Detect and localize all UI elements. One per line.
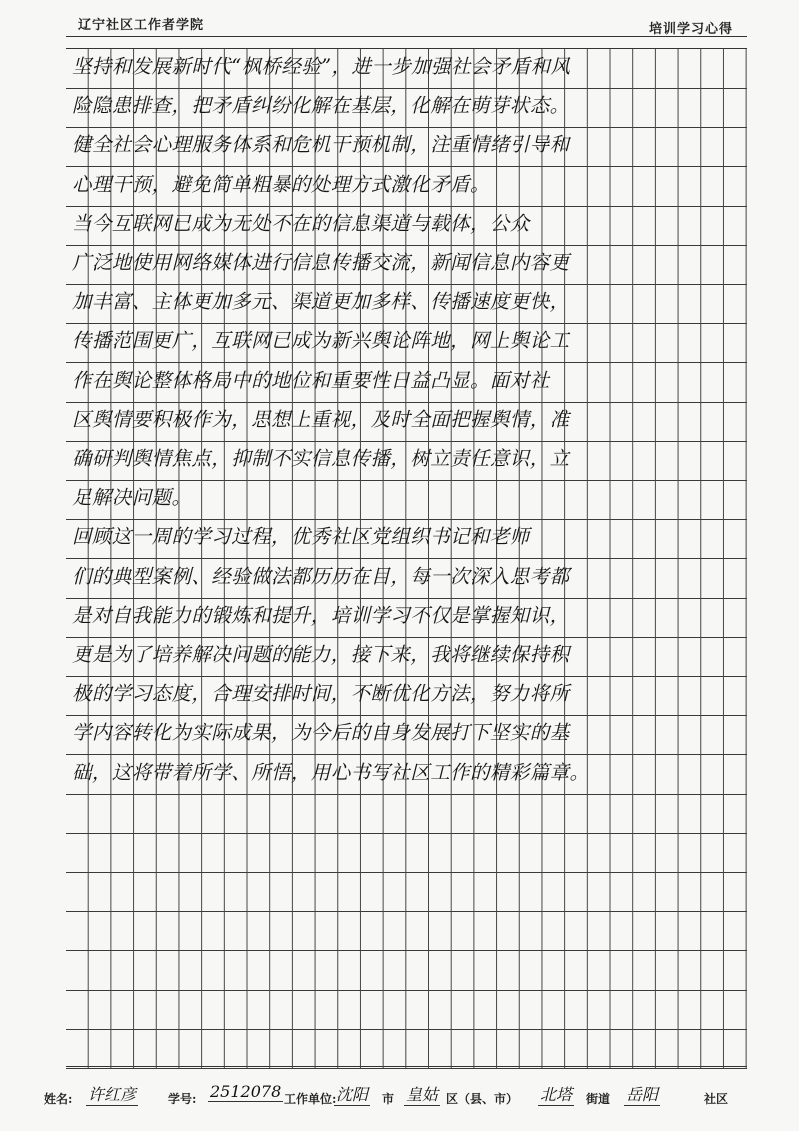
street-value: 北塔 xyxy=(538,1082,574,1106)
handwritten-text: 确研判舆情焦点，抑制不实信息传播，树立责任意识，立 xyxy=(72,447,570,470)
header-institution: 辽宁社区工作者学院 xyxy=(78,18,205,33)
handwritten-text: 心理干预，避免简单粗暴的处理方式激化矛盾。 xyxy=(72,172,490,196)
grid-line xyxy=(66,676,747,716)
grid-line xyxy=(66,637,747,677)
grid-line xyxy=(66,363,747,403)
grid-line xyxy=(66,88,747,128)
grid-line xyxy=(66,284,747,324)
handwritten-text: 加丰富、主体更加多元、渠道更加多样、传播速度更快， xyxy=(72,290,570,314)
grid-line xyxy=(66,402,747,442)
district-value: 皇姑 xyxy=(404,1082,440,1106)
grid-line xyxy=(66,833,747,873)
handwritten-text: 回顾这一周的学习过程，优秀社区党组织书记和老师 xyxy=(72,525,530,549)
header-doc-type: 培训学习心得 xyxy=(648,22,733,37)
grid-line xyxy=(66,206,747,246)
grid-line xyxy=(66,598,747,638)
district-suffix: 区（县、市） xyxy=(446,1092,519,1106)
grid-line xyxy=(66,519,747,559)
writing-grid xyxy=(66,48,747,1067)
community-suffix: 社区 xyxy=(704,1092,729,1106)
grid-line xyxy=(66,245,747,285)
city-value: 沈阳 xyxy=(334,1082,370,1106)
grid-line xyxy=(66,755,747,795)
grid-line xyxy=(66,441,747,481)
grid-line xyxy=(66,1029,747,1069)
handwritten-text: 是对自我能力的锻炼和提升，培训学习不仅是掌握知识， xyxy=(72,603,570,627)
grid-line xyxy=(66,911,747,951)
street-suffix: 街道 xyxy=(586,1092,611,1106)
handwritten-text: 传播范围更广，互联网已成为新兴舆论阵地，网上舆论工 xyxy=(72,329,570,353)
name-label: 姓名: xyxy=(44,1092,73,1106)
grid-line xyxy=(66,480,747,520)
grid-line xyxy=(66,872,747,912)
handwritten-text: 础，这将带着所学、所悟，用心书写社区工作的精彩篇章。 xyxy=(72,760,590,784)
handwritten-text: 广泛地使用网络媒体进行信息传播交流，新闻信息内容更 xyxy=(72,251,570,274)
handwritten-text: 险隐患排查，把矛盾纠纷化解在基层，化解在萌芽状态。 xyxy=(72,94,570,118)
unit-label: 工作单位: xyxy=(284,1092,337,1106)
grid-line xyxy=(66,559,747,599)
name-value: 许红彦 xyxy=(86,1082,138,1106)
grid-line xyxy=(66,951,747,991)
grid-line xyxy=(66,794,747,834)
grid-line xyxy=(66,49,747,89)
handwritten-text: 更是为了培养解决问题的能力，接下来，我将继续保持积 xyxy=(72,643,570,666)
handwritten-text: 作在舆论整体格局中的地位和重要性日益凸显。面对社 xyxy=(72,368,550,392)
footer-info xyxy=(40,1084,760,1114)
handwritten-text: 极的学习态度，合理安排时间，不断优化方法，努力将所 xyxy=(72,682,570,706)
grid-line xyxy=(66,127,747,167)
grid-line xyxy=(66,715,747,755)
community-value: 岳阳 xyxy=(624,1082,660,1106)
handwritten-text: 区舆情要积极作为，思想上重视，及时全面把握舆情，准 xyxy=(72,407,570,431)
handwritten-text: 足解决问题。 xyxy=(72,486,192,510)
grid-line xyxy=(66,323,747,363)
handwritten-text: 学内容转化为实际成果，为今后的自身发展打下坚实的基 xyxy=(72,721,570,745)
handwritten-text: 健全社会心理服务体系和危机干预机制，注重情绪引导和 xyxy=(72,133,570,157)
id-value: 2512078 xyxy=(210,1082,282,1101)
handwritten-text: 们的典型案例、经验做法都历历在目，每一次深入思考都 xyxy=(72,564,570,588)
handwritten-text: 坚持和发展新时代“枫桥经验”，进一步加强社会矛盾和风 xyxy=(72,55,571,78)
header-divider xyxy=(66,36,747,37)
handwritten-text: 当今互联网已成为无处不在的信息渠道与载体，公众 xyxy=(72,211,530,235)
grid-line xyxy=(66,990,747,1030)
grid-line xyxy=(66,167,747,207)
id-label: 学号: xyxy=(168,1092,197,1106)
city-suffix: 市 xyxy=(382,1092,395,1106)
